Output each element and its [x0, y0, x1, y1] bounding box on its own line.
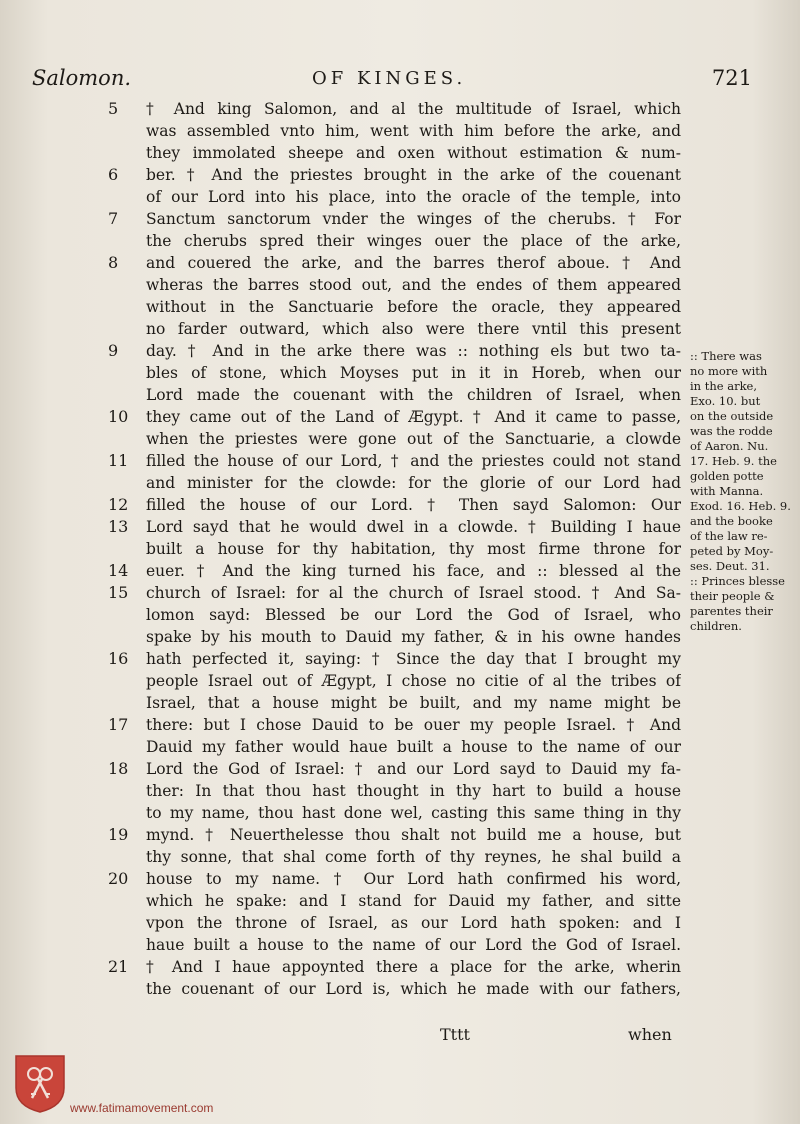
text-line: euer. † And the king turned his face, and :: blessed al the — [146, 562, 681, 580]
margin-note-line: and the booke — [690, 514, 773, 528]
margin-note-line: :: Princes blesse — [690, 574, 785, 588]
footer-url: www.fatimamovement.com — [70, 1101, 214, 1115]
text-line: Sanctum sanctorum vnder the winges of the cherubs. † For — [146, 210, 681, 228]
text-line: spake by his mouth to Dauid my father, & in his owne handes — [146, 628, 681, 646]
text-line: filled the house of our Lord, † and the priestes could not stand — [146, 452, 681, 470]
text-line: house to my name. † Our Lord hath confirmed his word, — [146, 870, 681, 888]
margin-note-line: children. — [690, 619, 742, 633]
text-line: Lord the God of Israel: † and our Lord sayd to Dauid my fa- — [146, 760, 681, 778]
margin-note-line: with Manna. — [690, 484, 764, 498]
margin-note-line: of Aaron. Nu. — [690, 439, 769, 453]
verse-number: 5 — [108, 99, 119, 118]
text-line: hath perfected it, saying: † Since the day that I brought my — [146, 650, 681, 668]
verse-number: 18 — [108, 759, 129, 778]
text-line: which he spake: and I stand for Dauid my father, and sitte — [146, 892, 681, 910]
margin-note-line: Exod. 16. Heb. 9. — [690, 499, 791, 513]
margin-note-line: golden potte — [690, 469, 764, 483]
margin-note-line: on the outside — [690, 409, 774, 423]
verse-number: 7 — [108, 209, 119, 228]
text-line: wheras the barres stood out, and the endes of them appeared — [146, 276, 681, 294]
text-line: no farder outward, which also were there vntil this present — [146, 320, 681, 338]
text-line: ber. † And the priestes brought in the arke of the couenant — [146, 166, 681, 184]
text-line: they came out of the Land of Ægypt. † And it came to passe, — [146, 408, 681, 426]
verse-number: 11 — [108, 451, 129, 470]
margin-note-line: of the law re- — [690, 529, 768, 543]
text-line: people Israel out of Ægypt, I chose no citie of al the tribes of — [146, 672, 681, 690]
verse-number: 16 — [108, 649, 129, 668]
text-line: when the priestes were gone out of the Sanctuarie, a clowde — [146, 430, 681, 448]
margin-note-line: :: There was — [690, 349, 762, 363]
running-head-book: Salomon. — [32, 66, 132, 90]
text-line: Lord made the couenant with the children of Israel, when — [146, 386, 681, 404]
running-header — [32, 66, 752, 96]
verse-number: 13 — [108, 517, 129, 536]
verse-number: 12 — [108, 495, 129, 514]
text-line: was assembled vnto him, went with him before the arke, and — [146, 122, 681, 140]
verse-number: 20 — [108, 869, 129, 888]
text-line: thy sonne, that shal come forth of thy reynes, he shal build a — [146, 848, 681, 866]
verse-number: 19 — [108, 825, 129, 844]
text-line: vpon the throne of Israel, as our Lord hath spoken: and I — [146, 914, 681, 932]
text-line: and couered the arke, and the barres therof aboue. † And — [146, 254, 681, 272]
text-line: day. † And in the arke there was :: nothing els but two ta- — [146, 342, 681, 360]
margin-note-line: their people & — [690, 589, 775, 603]
text-line: there: but I chose Dauid to be ouer my people Israel. † And — [146, 716, 681, 734]
text-line: and minister for the clowde: for the glorie of our Lord had — [146, 474, 681, 492]
margin-note-line: ses. Deut. 31. — [690, 559, 770, 573]
text-line: the cherubs spred their winges ouer the place of the arke, — [146, 232, 681, 250]
verse-number: 14 — [108, 561, 129, 580]
catchword: when — [628, 1025, 672, 1044]
page-number: 721 — [711, 66, 752, 90]
verse-number: 6 — [108, 165, 119, 184]
text-line: built a house for thy habitation, thy most firme throne for — [146, 540, 681, 558]
text-line: Israel, that a house might be built, and my name might be — [146, 694, 681, 712]
margin-note-line: in the arke, — [690, 379, 758, 393]
text-line: of our Lord into his place, into the oracle of the temple, into — [146, 188, 681, 206]
text-line: mynd. † Neuerthelesse thou shalt not build me a house, but — [146, 826, 681, 844]
text-line: they immolated sheepe and oxen without estimation & num- — [146, 144, 681, 162]
running-head-title: OF KINGES. — [312, 68, 467, 89]
margin-note-line: parentes their — [690, 604, 773, 618]
text-line: haue built a house to the name of our Lord the God of Israel. — [146, 936, 681, 954]
text-line: bles of stone, which Moyses put in it in Horeb, when our — [146, 364, 681, 382]
margin-note-line: peted by Moy- — [690, 544, 774, 558]
verse-number: 10 — [108, 407, 129, 426]
text-line: the couenant of our Lord is, which he made with our fathers, — [146, 980, 681, 998]
signature-mark: Tttt — [440, 1025, 470, 1044]
text-line: church of Israel: for al the church of Israel stood. † And Sa- — [146, 584, 681, 602]
verse-number: 21 — [108, 957, 129, 976]
papal-seal-logo — [14, 1054, 66, 1114]
verse-number: 8 — [108, 253, 119, 272]
margin-note-line: 17. Heb. 9. the — [690, 454, 777, 468]
text-line: lomon sayd: Blessed be our Lord the God of Israel, who — [146, 606, 681, 624]
text-line: to my name, thou hast done wel, casting this same thing in thy — [146, 804, 681, 822]
text-line: Dauid my father would haue built a house to the name of our — [146, 738, 681, 756]
text-line: Lord sayd that he would dwel in a clowde. † Building I haue — [146, 518, 681, 536]
margin-note-line: no more with — [690, 364, 768, 378]
verse-number: 15 — [108, 583, 129, 602]
text-line: † And I haue appoynted there a place for the arke, wherin — [146, 958, 681, 976]
text-line: filled the house of our Lord. † Then sayd Salomon: Our — [146, 496, 681, 514]
text-line: ther: In that thou hast thought in thy hart to build a house — [146, 782, 681, 800]
margin-note-line: Exo. 10. but — [690, 394, 761, 408]
text-line: without in the Sanctuarie before the oracle, they appeared — [146, 298, 681, 316]
margin-note-line: was the rodde — [690, 424, 773, 438]
verse-number: 9 — [108, 341, 119, 360]
text-line: † And king Salomon, and al the multitude of Israel, which — [146, 100, 681, 118]
verse-number: 17 — [108, 715, 129, 734]
